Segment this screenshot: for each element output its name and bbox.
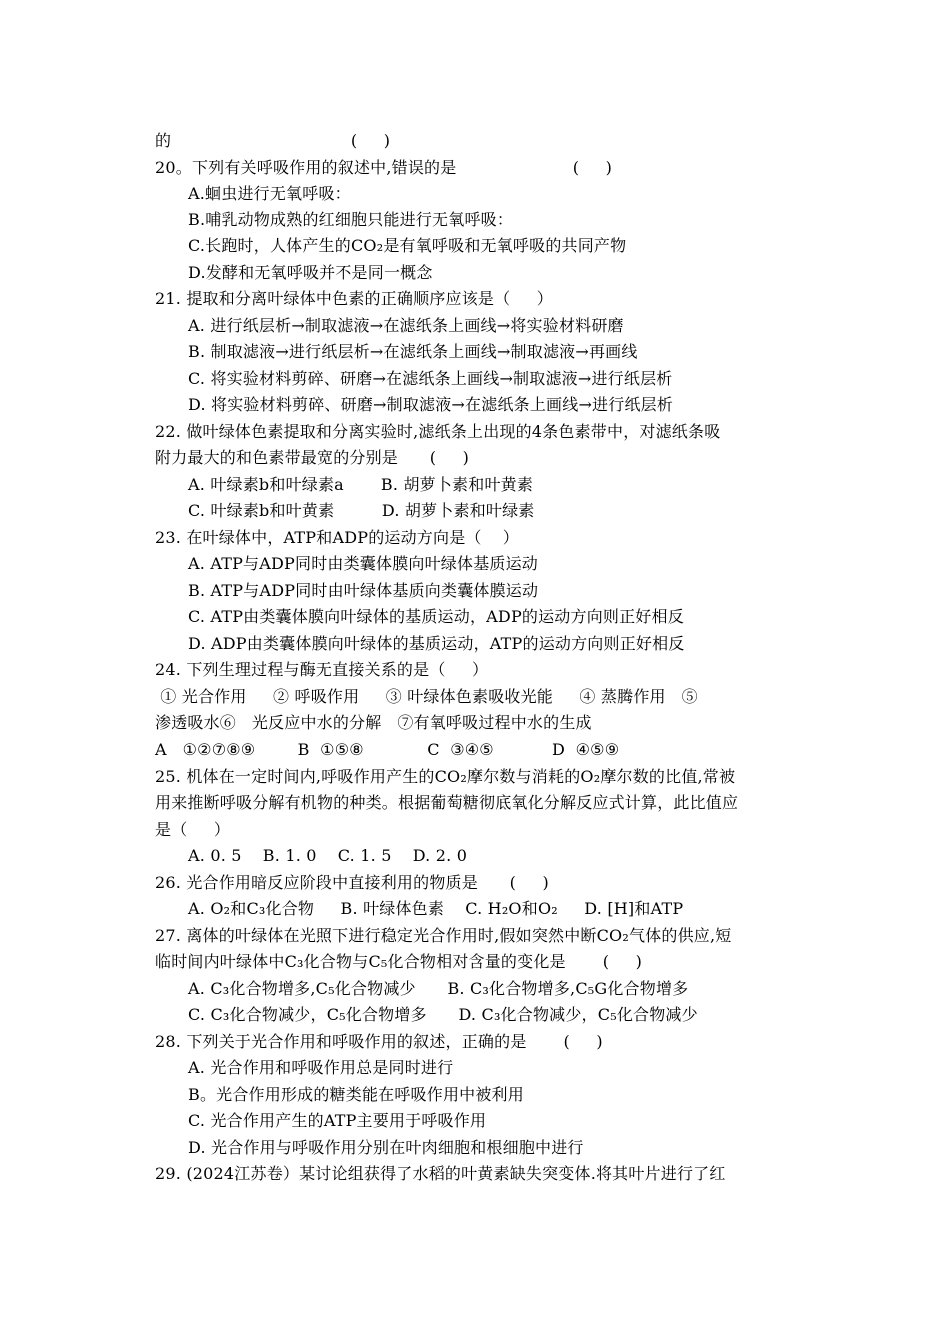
text-line: 附力最大的和色素带最宽的分别是 ( ) [155, 448, 470, 467]
text-line: C. 光合作用产生的ATP主要用于呼吸作用 [188, 1111, 487, 1130]
text-line: A. 0. 5 B. 1. 0 C. 1. 5 D. 2. 0 [188, 846, 468, 865]
text-line: 用来推断呼吸分解有机物的种类。根据葡萄糖彻底氧化分解反应式计算，此比值应 [155, 793, 739, 812]
text-line: 21. 提取和分离叶绿体中色素的正确顺序应该是（ ） [155, 289, 553, 308]
text-line: 29. (2024江苏卷）某讨论组获得了水稻的叶黄素缺失突变体.将其叶片进行了红 [155, 1164, 726, 1183]
text-line: C. C₃化合物减少，C₅化合物增多 D. C₃化合物减少，C₅化合物减少 [188, 1005, 698, 1024]
text-line: 28. 下列关于光合作用和呼吸作用的叙述，正确的是 ( ) [155, 1032, 603, 1051]
text-line: C. 叶绿素b和叶黄素 D. 胡萝卜素和叶绿素 [188, 501, 535, 520]
text-line: A. ATP与ADP同时由类囊体膜向叶绿体基质运动 [188, 554, 538, 573]
text-line: 22. 做叶绿体色素提取和分离实验时,滤纸条上出现的4条色素带中，对滤纸条吸 [155, 422, 721, 441]
text-line: 临时间内叶绿体中C₃化合物与C₅化合物相对含量的变化是 ( ) [155, 952, 643, 971]
text-line: 是（ ） [155, 820, 231, 839]
text-line: D. 光合作用与呼吸作用分别在叶肉细胞和根细胞中进行 [188, 1138, 584, 1157]
text-line: D. 将实验材料剪碎、研磨→制取滤液→在滤纸条上画线→进行纸层析 [188, 395, 674, 414]
text-line: 渗透吸水⑥ 光反应中水的分解 ⑦有氧呼吸过程中水的生成 [155, 713, 592, 732]
text-line: 26. 光合作用暗反应阶段中直接利用的物质是 ( ) [155, 873, 549, 892]
text-line: C. ATP由类囊体膜向叶绿体的基质运动，ADP的运动方向则正好相反 [188, 607, 684, 626]
text-line: 23. 在叶绿体中，ATP和ADP的运动方向是（ ） [155, 528, 519, 547]
text-line: B. ATP与ADP同时由叶绿体基质向类囊体膜运动 [188, 581, 539, 600]
text-line: A. O₂和C₃化合物 B. 叶绿体色素 C. H₂O和O₂ D. [H]和ATP [188, 899, 684, 918]
text-line: C.长跑时，人体产生的CO₂是有氧呼吸和无氧呼吸的共同产物 [188, 236, 627, 255]
text-line: A ①②⑦⑧⑨ B ①⑤⑧ C ③④⑤ D ④⑤⑨ [155, 740, 620, 759]
text-line: A. 进行纸层析→制取滤液→在滤纸条上画线→将实验材料研磨 [188, 316, 624, 335]
text-line: 25. 机体在一定时间内,呼吸作用产生的CO₂摩尔数与消耗的O₂摩尔数的比值,常被 [155, 767, 736, 786]
text-line: A. C₃化合物增多,C₅化合物减少 B. C₃化合物增多,C₅G化合物增多 [188, 979, 689, 998]
text-line: ① 光合作用 ② 呼吸作用 ③ 叶绿体色素吸收光能 ④ 蒸腾作用 ⑤ [155, 687, 698, 706]
text-line: C. 将实验材料剪碎、研磨→在滤纸条上画线→制取滤液→进行纸层析 [188, 369, 673, 388]
text-line: A.蛔虫进行无氧呼吸： [188, 184, 351, 203]
text-line: B.哺乳动物成熟的红细胞只能进行无氧呼吸： [188, 210, 514, 229]
text-line: A. 光合作用和呼吸作用总是同时进行 [188, 1058, 454, 1077]
text-line: A. 叶绿素b和叶绿素a B. 胡萝卜素和叶黄素 [188, 475, 534, 494]
text-line: D.发酵和无氧呼吸并不是同一概念 [188, 263, 433, 282]
text-line: B. 制取滤液→进行纸层析→在滤纸条上画线→制取滤液→再画线 [188, 342, 638, 361]
text-line: D. ADP由类囊体膜向叶绿体的基质运动，ATP的运动方向则正好相反 [188, 634, 685, 653]
text-line: 27. 离体的叶绿体在光照下进行稳定光合作用时,假如突然中断CO₂气体的供应,短 [155, 926, 732, 945]
text-line: 20。下列有关呼吸作用的叙述中,错误的是 ( ) [155, 158, 613, 177]
text-line: B。光合作用形成的糖类能在呼吸作用中被利用 [188, 1085, 524, 1104]
text-line: 24. 下列生理过程与酶无直接关系的是（ ） [155, 660, 489, 679]
text-line: 的 ( ) [155, 131, 391, 150]
